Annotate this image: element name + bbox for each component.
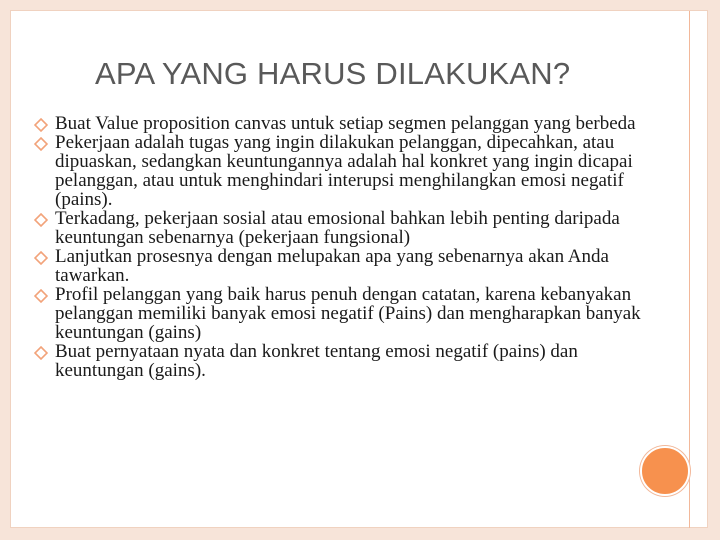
diamond-bullet-icon — [34, 289, 48, 303]
bullet-text: Buat pernyataan nyata dan konkret tentang emosi negatif (pains) dan keuntungan (gains). — [55, 341, 578, 381]
bullet-item — [28, 114, 668, 133]
bullet-text: Terkadang, pekerjaan sosial atau emosional bahkan lebih penting daripada keuntungan sebenarnya (pekerjaan fungsional) — [55, 208, 620, 248]
diamond-bullet-icon — [34, 251, 48, 265]
bullet-text: Profil pelanggan yang baik harus penuh dengan catatan, karena kebanyakan pelanggan memiliki banyak emosi negatif (Pains) dan mengharapkan banyak keuntungan (gains) — [55, 284, 641, 343]
diamond-bullet-icon — [34, 346, 48, 360]
bullet-item — [28, 342, 668, 380]
bullet-text: Lanjutkan prosesnya dengan melupakan apa yang sebenarnya akan Anda tawarkan. — [55, 246, 609, 286]
diamond-bullet-icon — [34, 137, 48, 151]
diamond-bullet-icon — [34, 213, 48, 227]
bullet-text: Buat Value proposition canvas untuk setiap segmen pelanggan yang berbeda — [55, 113, 636, 134]
bullet-item — [28, 133, 668, 209]
bullet-item — [28, 209, 668, 247]
bullet-item — [28, 285, 668, 342]
bullet-text: Pekerjaan adalah tugas yang ingin dilakukan pelanggan, dipecahkan, atau dipuaskan, sedangkan keuntungannya adalah hal konkret yang ingin dicapai pelanggan, atau untuk menghindari interupsi menghilangkan emosi negatif (pains). — [55, 132, 633, 210]
bullet-item — [28, 247, 668, 285]
bullet-list — [28, 114, 668, 380]
decorative-vertical-line — [689, 11, 690, 528]
decorative-orange-circle — [640, 446, 690, 496]
slide-title: APA YANG HARUS DILAKUKAN? — [95, 56, 571, 91]
diamond-bullet-icon — [34, 118, 48, 132]
